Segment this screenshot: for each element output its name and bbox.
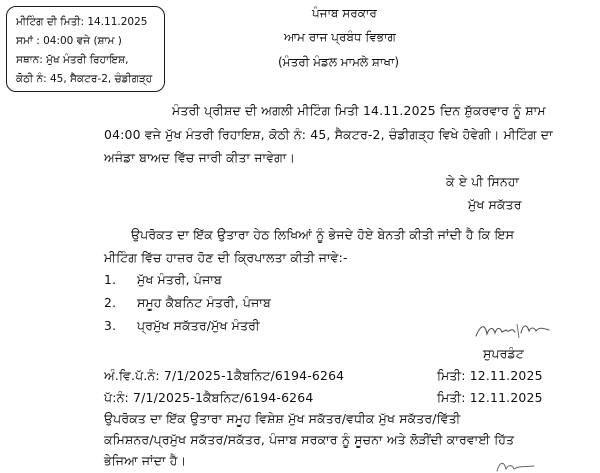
- signatory-name: ਕੇ ਏ ਪੀ ਸਿਨਹਾ: [446, 174, 520, 189]
- list-item-text: ਪ੍ਰਮੁੱਖ ਸਕੱਤਰ/ਮੁੱਖ ਮੰਤਰੀ: [137, 318, 260, 333]
- meeting-date: ਮੀਟਿੰਗ ਦੀ ਮਿਤੀ: 14.11.2025: [16, 16, 148, 28]
- list-item: [104, 272, 222, 287]
- closing-line-1: ਉਪਰੋਕਤ ਦਾ ਇੱਕ ਉਤਾਰਾ ਸਮੂਹ ਵਿਸ਼ੇਸ਼ ਮੁੱਖ ਸਕੱਤਰ/ਵਧੀਕ ਮੁੱਖ ਸਕੱਤਰ/ਵਿੱਤੀ: [104, 411, 461, 426]
- request-line-1: ਉਪਰੋਕਤ ਦਾ ਇੱਕ ਉਤਾਰਾ ਹੇਠ ਲਿਖਿਆਂ ਨੂੰ ਭੇਜਦੇ ਹੋਏ ਬੇਨਤੀ ਕੀਤੀ ਜਾਂਦੀ ਹੈ ਕਿ ਇਸ: [131, 227, 515, 242]
- meeting-time: ਸਮਾਂ : 04:00 ਵਜੇ (ਸ਼ਾਮ ): [16, 35, 122, 47]
- list-item-number: 3.: [104, 318, 117, 333]
- closing-line-2: ਕਮਿਸ਼ਨਰ/ਪ੍ਰਮੁੱਖ ਸਕੱਤਰ/ਸਕੱਤਰ, ਪੰਜਾਬ ਸਰਕਾਰ ਨੂੰ ਸੂਚਨਾ ਅਤੇ ਲੋੜੀਂਦੀ ਕਾਰਵਾਈ ਹਿੱਤ: [104, 432, 515, 447]
- closing-line-3: ਭੇਜਿਆ ਜਾਂਦਾ ਹੈ।: [104, 453, 187, 468]
- signature-image: [473, 318, 553, 344]
- endorsement-date-1: ਮਿਤੀ: 12.11.2025: [437, 368, 543, 383]
- superintendent-designation: ਸੁਪਰਡੰਟ: [483, 346, 524, 361]
- list-item-text: ਮੁੱਖ ਮੰਤਰੀ, ਪੰਜਾਬ: [137, 272, 222, 287]
- list-item-text: ਸਮੂਹ ਕੈਬਨਿਟ ਮੰਤਰੀ, ਪੰਜਾਬ: [137, 295, 271, 310]
- list-item-number: 1.: [104, 272, 117, 287]
- meeting-info-box: [6, 6, 165, 92]
- list-item: [104, 318, 260, 333]
- intro-line-2: 04:00 ਵਜੇ ਮੁੱਖ ਮੰਤਰੀ ਰਿਹਾਇਸ਼, ਕੋਠੀ ਨੰ: 45, ਸੈਕਟਰ-2, ਚੰਡੀਗੜ੍ਹ ਵਿਖੇ ਹੋਵੇਗੀ। ਮੀਟਿੰਗ ਦਾ: [104, 127, 553, 142]
- list-item: [104, 295, 271, 310]
- meeting-place-line-1: ਸਥਾਨ: ਮੁੱਖ ਮੰਤਰੀ ਰਿਹਾਇਸ਼,: [16, 54, 129, 66]
- list-item-number: 2.: [104, 295, 117, 310]
- signature-partial-image: [494, 457, 538, 473]
- meeting-place-line-2: ਕੋਠੀ ਨੰ: 45, ਸੈਕਟਰ-2, ਚੰਡੀਗੜ੍ਹ: [16, 73, 153, 85]
- intro-line-1: ਮੰਤਰੀ ਪ੍ਰੀਸ਼ਦ ਦੀ ਅਗਲੀ ਮੀਟਿੰਗ ਮਿਤੀ 14.11.2025 ਦਿਨ ਸ਼ੁੱਕਰਵਾਰ ਨੂੰ ਸ਼ਾਮ: [172, 103, 546, 118]
- endorsement-ref-1: ਅੰ.ਵਿ.ਪੱ.ਨੰ: 7/1/2025-1ਕੈਬਨਿਟ/6194-6264: [104, 368, 345, 383]
- endorsement-ref-2: ਪੱ:ਨੰ: 7/1/2025-1ਕੈਬਨਿਟ/6194-6264: [104, 390, 314, 405]
- endorsement-date-2: ਮਿਤੀ: 12.11.2025: [437, 390, 543, 405]
- header-department: ਆਮ ਰਾਜ ਪ੍ਰਬੰਧ ਵਿਭਾਗ: [284, 30, 396, 44]
- signatory-designation: ਮੁੱਖ ਸਕੱਤਰ: [468, 197, 522, 212]
- intro-line-3: ਅਜੰਡਾ ਬਾਅਦ ਵਿੱਚ ਜਾਰੀ ਕੀਤਾ ਜਾਵੇਗਾ।: [104, 150, 296, 165]
- request-line-2: ਮੀਟਿੰਗ ਵਿੱਚ ਹਾਜ਼ਰ ਹੋਣ ਦੀ ਕ੍ਰਿਪਾਲਤਾ ਕੀਤੀ ਜਾਵੇ:-: [104, 250, 348, 265]
- header-branch: (ਮੰਤਰੀ ਮੰਡਲ ਮਾਮਲੇ ਸ਼ਾਖਾ): [278, 55, 400, 69]
- header-government: ਪੰਜਾਬ ਸਰਕਾਰ: [312, 6, 377, 20]
